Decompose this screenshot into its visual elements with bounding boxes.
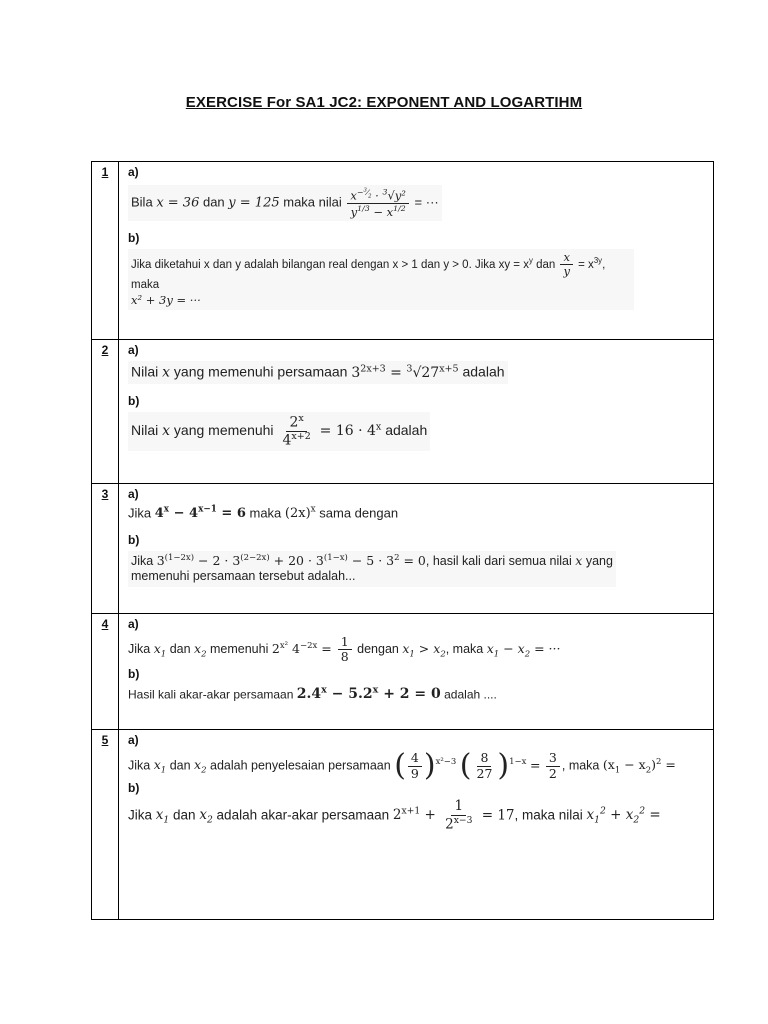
q5a-text-middle: adalah penyelesaian persamaan (210, 758, 391, 773)
q2b-tail: adalah (385, 422, 428, 439)
question-number: 3 (92, 484, 119, 614)
q2a-text-before: Nilai (131, 363, 159, 380)
part-label: a) (128, 733, 139, 747)
part-label: b) (128, 394, 140, 409)
question-body (119, 162, 714, 340)
q4a-text-after: dengan (357, 642, 399, 657)
q5b-text-middle: adalah akar-akar persamaan (216, 807, 390, 823)
question-number: 4 (92, 614, 119, 730)
q1a-x-value: x = 36 (156, 195, 200, 211)
q4b-text-before: Hasil kali akar-akar persamaan (128, 687, 294, 702)
q5a-tail: , maka (561, 758, 600, 773)
question-row-1 (92, 162, 714, 340)
q3b-text-before: Jika (131, 553, 154, 568)
part-label: b) (128, 666, 140, 681)
q1a-y-value: y = 125 (228, 195, 280, 211)
question-1b: Jika diketahui x dan y adalah bilangan real dengan x > 1 dan y > 0. Jika xy = $x^y$ dan $\frac{x}{y}$ = $x^{3y}$, maka x² + 3y = ··· (128, 249, 634, 310)
q2b-fraction: $\frac{2^x}{4^{x+2}}$ (282, 413, 311, 449)
q5a-text-before: Jika (128, 758, 151, 773)
part-label: b) (128, 230, 140, 245)
question-1a (128, 185, 442, 221)
part-label: a) (128, 617, 139, 631)
q5a-and: dan (169, 758, 191, 773)
question-body (119, 340, 714, 484)
document-title: EXERCISE For SA1 JC2: EXPONENT AND LOGARTIHM (185, 94, 583, 111)
q1b-line1-b: dan (532, 258, 559, 271)
part-label: b) (128, 781, 140, 795)
question-3b: Jika $3^{(1-2x)} - 2 \cdot 3^{(2-2x)} + 20 \cdot 3^{(1-x)} - 5 \cdot 3^2 = 0$, hasil kali dari semua nilai x yang memenuhi persamaan tersebut adalah... (128, 551, 616, 587)
q1a-text-middle1: dan (202, 194, 225, 210)
q3a-text-before: Jika (128, 505, 152, 521)
question-row-3 (92, 484, 714, 614)
q3b-line2: memenuhi persamaan tersebut adalah... (131, 569, 356, 584)
q5b-tail: , maka nilai (514, 807, 583, 823)
question-5b: Jika $x_1$ dan $x_2$ adalah akar-akar persamaan $2^{x+1}$ + $\frac{1}{2^{x-3}}$ = 17, maka nilai $x_1^2 + x_2^2$ = (128, 798, 661, 833)
part-label: a) (128, 487, 139, 501)
q2b-text-middle: yang memenuhi (173, 422, 274, 439)
q1a-tail: = ··· (414, 194, 439, 210)
question-number: 2 (92, 340, 119, 484)
question-row-4 (92, 614, 714, 730)
q1b-line2: x² + 3y = ··· (131, 292, 201, 307)
q5b-text-before: Jika (128, 807, 153, 823)
exercise-table (91, 161, 714, 920)
q3a-tail: sama dengan (319, 505, 399, 521)
q4a-text-middle: memenuhi (210, 642, 269, 657)
q1b-line1-sup: y (528, 255, 533, 265)
q2b-text-before: Nilai (131, 422, 159, 439)
question-5a: Jika $x_1$ dan $x_2$ adalah penyelesaian persamaan ( $\frac{4}{9}$ )$^{x^2-3}$ ( $\frac{8}{27}$ )$^{1-x}$ = $\frac{3}{2}$ , maka $(x_1 - x_2)^2$ = (128, 748, 676, 783)
q5a-fraction-3: $\frac{3}{2}$ (546, 751, 560, 781)
question-2a: Nilai x yang memenuhi persamaan $3^{2x+3} = ^3√27^{x+5}$ adalah (128, 361, 508, 384)
question-4a: Jika $x_1$ dan $x_2$ memenuhi $2^{x^2}$ $4^{-2x}$ = $\frac{1}{8}$ dengan $x_1 > x_2$, maka $x_1 - x_2$ = ··· (128, 634, 561, 665)
q1b-line1: Jika diketahui x dan y adalah bilangan real dengan x > 1 dan y > 0. Jika xy = x (131, 258, 529, 271)
question-body (119, 730, 714, 920)
part-label: a) (128, 343, 139, 357)
q1b-fraction: $\frac{x}{y}$ (560, 251, 573, 278)
q4a-tail: , maka (445, 642, 484, 657)
q4a-and: dan (169, 642, 191, 657)
q2a-text-middle: yang memenuhi persamaan (173, 363, 348, 380)
question-row-2 (92, 340, 714, 484)
q3b-text-middle: , hasil kali dari semua nilai (425, 553, 572, 568)
q4a-fraction: $\frac{1}{8}$ (338, 635, 352, 665)
question-number: 5 (92, 730, 119, 920)
q3b-tail: yang (585, 553, 613, 568)
q5b-and: dan (173, 807, 196, 823)
q4a-text-before: Jika (128, 642, 151, 657)
q3a-text-middle: maka (249, 505, 282, 521)
question-4b: Hasil kali akar-akar persamaan $2.4^x - 5.2^x + 2 = 0$ adalah .... (128, 684, 497, 703)
q2a-tail: adalah (462, 363, 505, 380)
q2b-var: x (162, 423, 171, 440)
q2a-var: x (162, 364, 171, 381)
part-label: b) (128, 532, 140, 547)
question-body (119, 614, 714, 730)
q4b-tail: adalah .... (444, 687, 497, 702)
q5a-fraction-2: $\frac{8}{27}$ (476, 750, 493, 781)
q5b-fraction: $\frac{1}{2^{x-3}}$ (445, 798, 473, 833)
part-label: a) (128, 165, 139, 179)
question-row-5 (92, 730, 714, 920)
q1a-text-before: Bila (131, 194, 153, 210)
question-body (119, 484, 714, 614)
q1b-line1-c: , maka (131, 258, 606, 292)
q1a-fraction: $\frac{x^{-^3⁄_2} \cdot ^3√y^2}{y^{1/3} - x^{1/2}}$ (347, 187, 409, 219)
question-2b: Nilai x yang memenuhi $\frac{2^x}{4^{x+2}}$ = $16 \cdot 4^x$ adalah (128, 412, 430, 451)
question-3a: Jika $4^x - 4^{x-1} = 6$ maka $(2x)^x$ sama dengan (128, 505, 399, 522)
q1a-text-middle2: maka nilai (283, 194, 342, 210)
q5a-fraction-1: $\frac{4}{9}$ (408, 751, 422, 781)
question-number: 1 (92, 162, 119, 340)
q3b-var: x (575, 552, 583, 568)
